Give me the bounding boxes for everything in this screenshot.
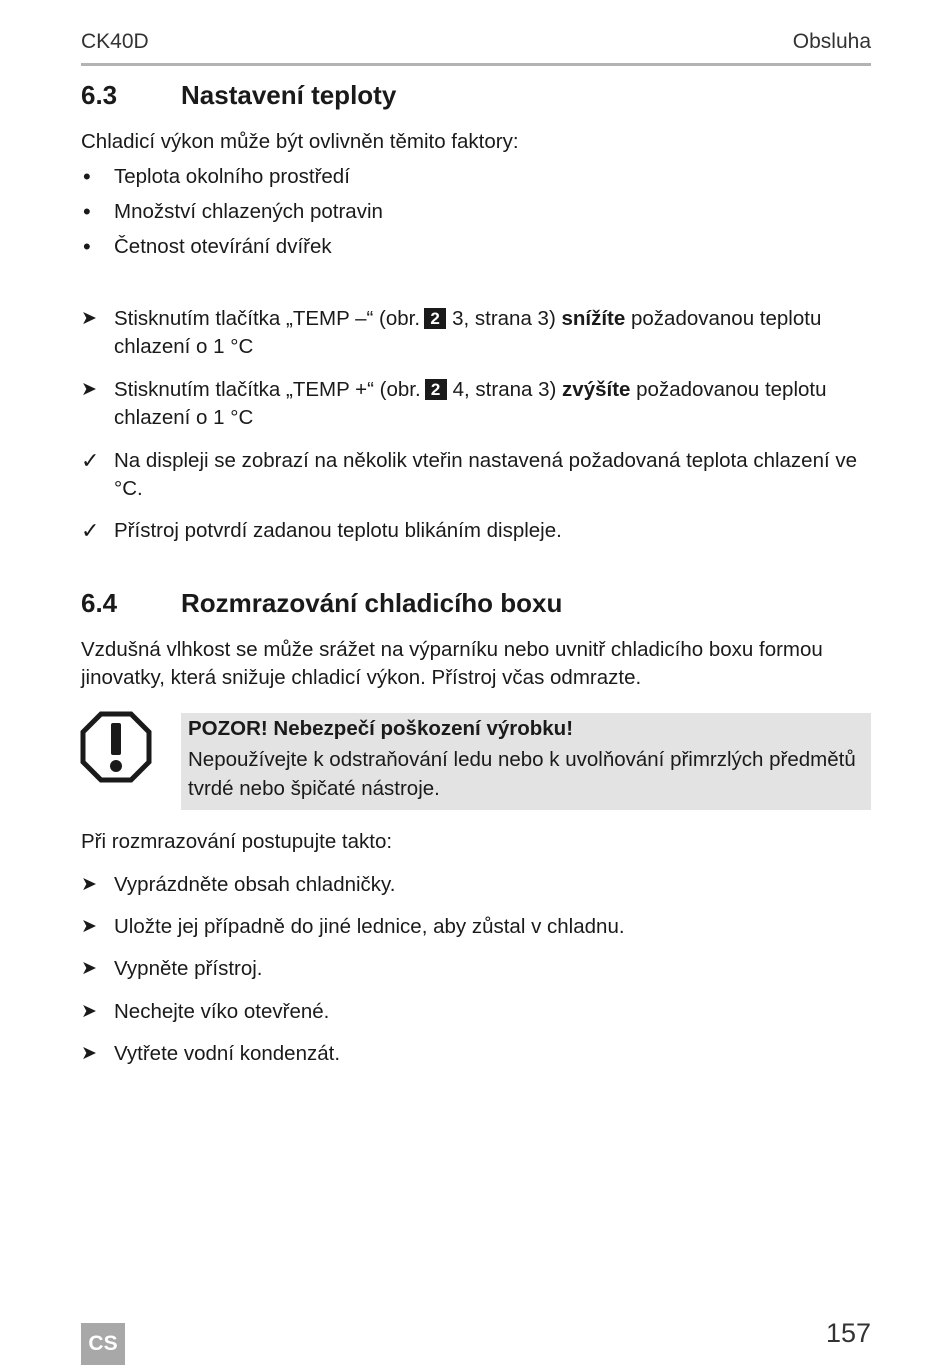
result-item: ✓ Na displeji se zobrazí na několik vteřin nastavená požadovaná teplota chlazení ve °C. [81,448,858,500]
warning-box [181,713,871,810]
bold-action: snížíte [561,307,626,330]
header-chapter: Obsluha [792,30,871,53]
result-item: ✓ Přístroj potvrdí zadanou teplotu blikáním displeje. [81,518,562,543]
checkmark-icon: ✓ [81,518,100,543]
warning-title: POZOR! Nebezpečí poškození výrobku! [188,717,574,740]
bullet-item: • Teplota okolního prostředí [83,164,350,189]
section-title: Nastavení teploty [181,80,397,110]
section-6-3-heading [81,80,396,111]
procedure-step: ➤ Vyprázdněte obsah chladničky. [81,871,871,899]
procedure-step: ➤ Vypněte přístroj. [81,955,871,983]
warning-icon [80,711,152,783]
arrow-icon: ➤ [81,1043,97,1064]
bold-action: zvýšíte [562,378,631,401]
bullet-icon: • [83,234,91,259]
arrow-icon: ➤ [81,1001,97,1022]
section-title: Rozmrazování chladicího boxu [181,588,563,618]
intro-text: Chladicí výkon může být ovlivněn těmito faktory: [81,130,519,153]
page-number: 157 [825,1318,871,1348]
section-number: 6.3 [81,80,118,110]
procedure-intro: Při rozmrazování postupujte takto: [81,830,393,853]
procedure-step: ➤ Uložte jej případně do jiné lednice, aby zůstal v chladnu. [81,913,871,941]
warning-body: Nepoužívejte k odstraňování ledu nebo k uvolňování přimrzlých předmětů tvrdé nebo špičaté nástroje. [188,748,856,800]
figure-ref-badge: 2 [425,379,447,400]
arrow-icon: ➤ [81,958,97,979]
header-model: CK40D [81,30,149,53]
arrow-icon: ➤ [81,874,97,895]
arrow-icon: ➤ [81,308,97,329]
step-increase: ➤ Stisknutím tlačítka „TEMP +“ (obr. 2 4, strana 3) zvýšíte požadovanou teplotu chlazení o 1 °C [81,378,827,429]
language-tab: CS [81,1323,125,1365]
bullet-item: • Četnost otevírání dvířek [83,234,332,259]
arrow-icon: ➤ [81,916,97,937]
checkmark-icon: ✓ [81,448,100,473]
arrow-icon: ➤ [81,379,97,400]
procedure-step: ➤ Vytřete vodní kondenzát. [81,1040,871,1068]
page-header [81,30,871,66]
section-6-4-heading [81,588,562,619]
bullet-icon: • [83,164,91,189]
step-decrease: ➤ Stisknutím tlačítka „TEMP –“ (obr. 2 3, strana 3) snížíte požadovanou teplotu chlazení o 1 °C [81,307,822,358]
defrost-intro: Vzdušná vlhkost se může srážet na výparníku nebo uvnitř chladicího boxu formou jinovatky, která snižuje chladicí výkon. Přístroj včas odmrazte. [81,638,823,689]
procedure-step: ➤ Nechejte víko otevřené. [81,998,871,1026]
figure-ref-badge: 2 [424,308,446,329]
bullet-item: • Množství chlazených potravin [83,199,383,224]
bullet-icon: • [83,199,91,224]
section-number: 6.4 [81,588,118,618]
